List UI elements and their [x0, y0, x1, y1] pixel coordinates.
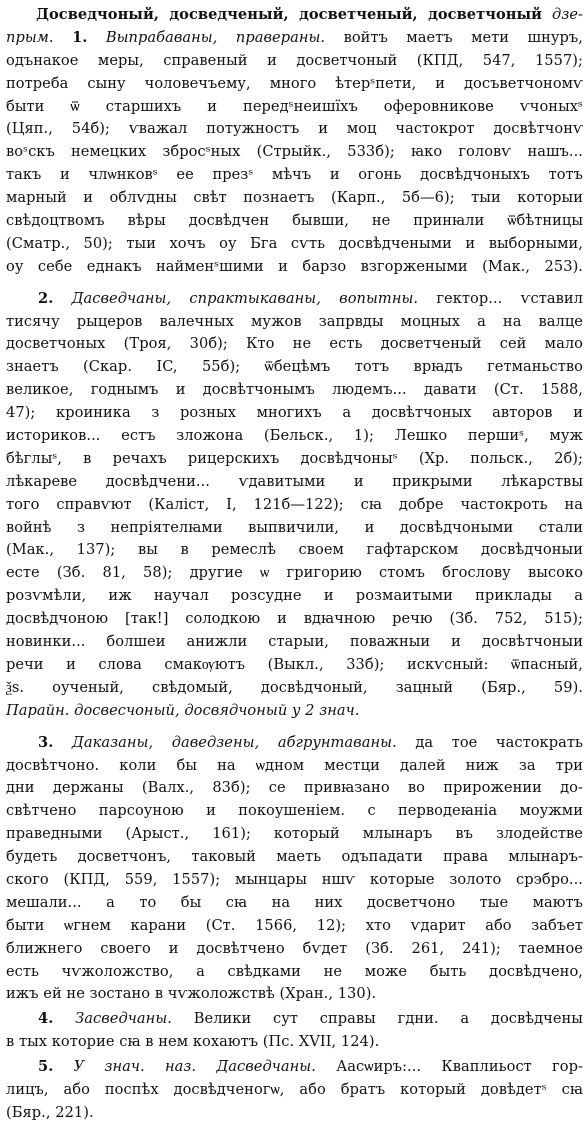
entry-section-5 — [6, 1056, 583, 1125]
section-gap — [6, 723, 583, 732]
entry-line: быти ѿ старшихъ и передˢнеишїхъ оферовникове ѵчоныхˢ — [6, 97, 583, 115]
quote-text: войтъ маетъ мети шнуръ, — [343, 28, 583, 46]
entry-line — [6, 27, 583, 50]
entry-line: того справѵют (Каліст, I, 121б—122); сꙗ добре частокроть на — [6, 495, 583, 513]
entry-line: лицъ, або поспѣх досвѣдченогѡ, або братъ который довѣдетˢ сꙗ — [6, 1080, 583, 1098]
entry-section-3 — [6, 732, 583, 1007]
entry-section-4 — [6, 1008, 583, 1054]
entry-line: есть чѵжоложство, а свѣдками не може быть досвѣдчено, — [6, 962, 583, 980]
quote-text: Велики сут справы гдни. а досвѣдчены — [193, 1010, 583, 1028]
entry-line: тисячу рыцеров валечных мужов запрвды моцных а на валце — [6, 312, 583, 330]
entry-line: знаетъ (Скар. IC, 55б); ѿбецѣмъ тотъ врꙗдъ гетманьство — [6, 358, 583, 376]
entry-section-1 — [6, 4, 583, 279]
part-of-speech-b: прым. — [6, 28, 54, 46]
entry-line: историков... естъ зложона (Бельск., 1); Лешко першиˢ, муж — [6, 427, 583, 445]
quote-text: гектор... ѵставил — [436, 289, 583, 307]
entry-line: лѣкареве досвѣдчени... ѵдавитыми и прикрыми лѣкарствы — [6, 472, 583, 490]
entry-line: будеть досветчонъ, таковый маеть одъпадати права млынаръ- — [6, 848, 583, 866]
entry-line: потреба сыну чоловечъему, много ѣтерˢпети, и досъветчономѵ — [6, 74, 583, 92]
entry-line: войнѣ з непріятелꙗми выпвичили, и досвѣдчоными стали — [6, 518, 583, 536]
entry-line: воˢскъ немецких збросˢных (Стрыйк., 533б); ꙗко головѵ нашъ... — [6, 143, 583, 161]
entry-line: Парайн. досвесчоный, досвядчоный у 2 знач. — [6, 701, 360, 719]
entry-line — [6, 1056, 583, 1079]
sense-number: 5. — [38, 1058, 54, 1076]
entry-line — [6, 288, 583, 311]
entry-line: досвѣдчоною [так!] солодкою и вдꙗчною речю (Зб. 752, 515); — [6, 610, 583, 628]
entry-line: марный и облѵдны свѣт познаетъ (Карп., 5б—6); тыи которыи — [6, 189, 583, 207]
entry-line: свѣдоцтвомъ вѣры досвѣдчен бывши, не принꙗли ѿбѣтницы — [6, 212, 583, 230]
entry-line: в тых которие сꙗ в нем кохаютъ (Пс. XVII, 124). — [6, 1033, 380, 1051]
section-gap — [6, 279, 583, 288]
quote-text: Аасѡиръ:... Кваплиьост гор- — [336, 1058, 583, 1076]
sense-gloss: Засведчаны. — [75, 1010, 172, 1028]
sense-gloss: У знач. наз. Дасведчаны. — [73, 1058, 316, 1076]
entry-line: ского (КПД, 559, 1557); мынцары ншѵ которые золото срэбро... — [6, 870, 583, 888]
entry-line — [6, 1008, 583, 1031]
sense-number: 3. — [38, 733, 54, 751]
entry-line: праведными (Арыст., 161); который млынаръ въ злодействе — [6, 825, 583, 843]
entry-line: быти ѡгнем карани (Ст. 1566, 12); хто ѵдарит або забъет — [6, 916, 583, 934]
entry-line: бѣглыˢ, в речахъ рицерскихъ досвѣдчоныˢ (Хр. польск., 2б); — [6, 449, 583, 467]
entry-line: есте (Зб. 81, 58); другие ѡ григорию стомъ бгослову высоко — [6, 564, 583, 582]
entry-line: дни держаны (Валх., 83б); се привꙗзано во прирожении до- — [6, 779, 583, 797]
entry-line: досвѣтчоно. коли бы на ѡдном местци далей ниж за три — [6, 756, 583, 774]
entry-line: (Мак., 137); вы в ремеслѣ своем гафтарском досвѣдчоныи — [6, 541, 583, 559]
entry-line: ижъ ей не зостано в чѵжоложствѣ (Хран., 130). — [6, 985, 377, 1003]
entry-line: ближнего своего и досвѣтчено бѵдет (Зб. 261, 241); таемное — [6, 939, 583, 957]
entry-line: (Сматр., 50); тыи хочъ оу Бга сѵть досвѣдчеными и выборными, — [6, 234, 583, 252]
entry-line: речи и слова смакѹютъ (Выкл., 33б); искѵсный: ѿпасный, — [6, 655, 583, 673]
sense-number: 2. — [38, 289, 54, 307]
entry-headline — [6, 4, 583, 27]
entry-line: (Бяр., 221). — [6, 1103, 94, 1121]
sense-gloss: Даказаны, даведзены, абгрунтаваны. — [71, 733, 397, 751]
part-of-speech-a: дзе- — [552, 6, 583, 23]
entry-line: розѵмѣли, иж научал розсудне и розмаитыми приклады а — [6, 587, 583, 605]
entry-line: мешали... а то бы сꙗ на них досветчоно тые маютъ — [6, 893, 583, 911]
sense-number: 1. — [72, 28, 88, 46]
entry-section-2 — [6, 288, 583, 723]
sense-gloss: Дасведчаны, спрактыкаваны, вопытны. — [71, 289, 419, 307]
entry-line: новинки... болшеи анижли старыи, поважныи и досвѣтчоныи — [6, 633, 583, 651]
quote-text: да тое частократь — [415, 733, 583, 751]
entry-line: ѯs. оученый, свѣдомый, досвѣдчоный, зацный (Бяр., 59). — [6, 678, 583, 696]
entry-line: такъ и члѡнковˢ ее презˢ мѣчъ и огонь досвѣдчоныхъ тотъ — [6, 166, 583, 184]
entry-line — [6, 732, 583, 755]
headword: Досведчоный, досведченый, досветченый, досветчоный — [36, 6, 543, 23]
sense-number: 4. — [38, 1010, 54, 1028]
entry-line: досветчоных (Троя, 30б); Кто не есть досветченый сей мало — [6, 335, 583, 353]
entry-line: свѣтчено парсоуною и покоушеніем. с перводеꙗніа моужми — [6, 802, 583, 820]
sense-gloss: Выпрабаваны, праверaны. — [105, 28, 326, 46]
entry-line: (Цяп., 54б); ѵважал потужностъ и моц частокрот досвѣтчонѵ — [6, 120, 583, 138]
entry-line: великое, годнымъ и досвѣтчонымъ людемъ... давати (Ст. 1588, — [6, 381, 583, 399]
entry-line: одънакое меры, справеный и досветчоный (КПД, 547, 1557); — [6, 51, 583, 69]
entry-line: оу себе еднакъ найменˢшими и барзо взгоржеными (Мак., 253). — [6, 257, 583, 275]
entry-line: 47); кроиника з розных многихъ а досвѣтчоных авторов и — [6, 404, 583, 422]
